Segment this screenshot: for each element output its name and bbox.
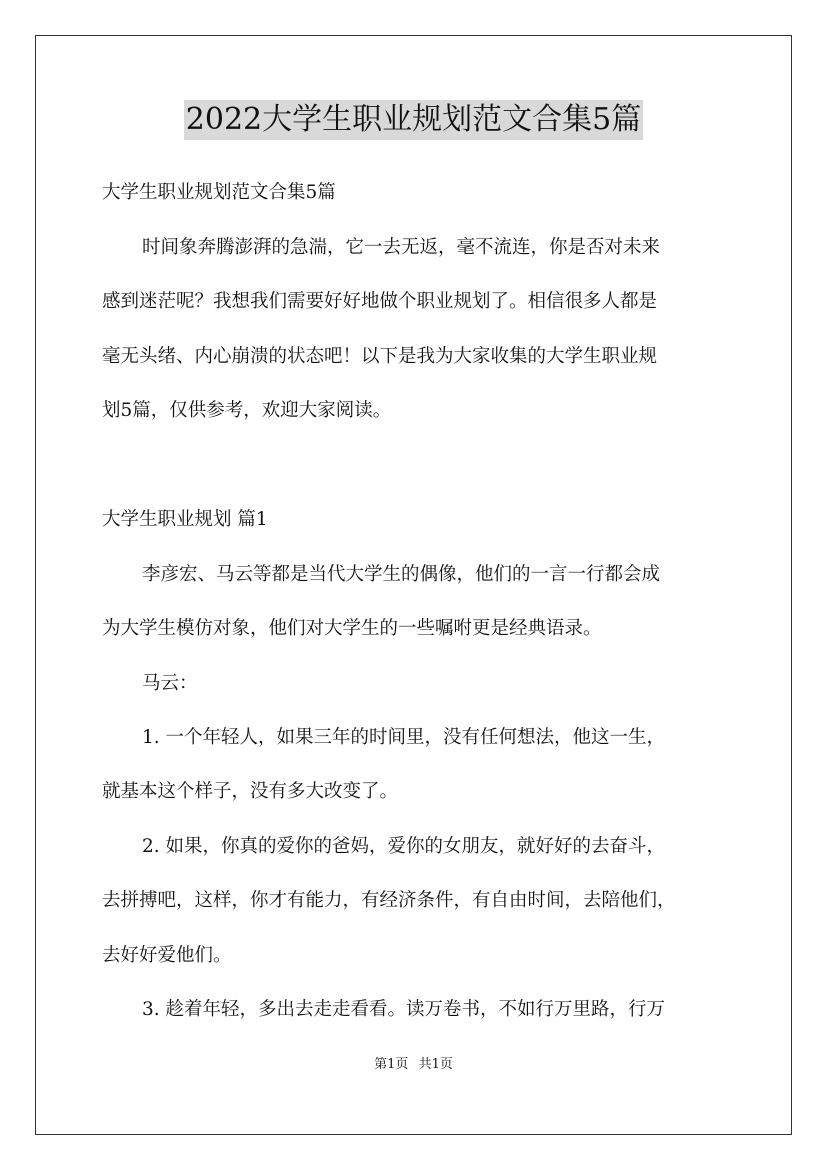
paragraph-line: 1. 一个年轻人，如果三年的时间里，没有任何想法，他这一生， — [142, 727, 666, 748]
paragraph-line: 去拼搏吧，这样，你才有能力，有经济条件，有自由时间，去陪他们， — [102, 890, 676, 911]
paragraph-line: 马云： — [142, 673, 198, 694]
page-number: 第1页 — [374, 1057, 409, 1072]
paragraph-line: 感到迷茫呢？我想我们需要好好地做个职业规划了。相信很多人都是 — [102, 291, 658, 312]
paragraph-line: 毫无头绪、内心崩溃的状态吧！以下是我为大家收集的大学生职业规 — [102, 346, 658, 367]
paragraph-line: 划5篇，仅供参考，欢迎大家阅读。 — [102, 400, 392, 421]
paragraph-line: 时间象奔腾澎湃的急湍，它一去无返，毫不流连，你是否对未来 — [142, 237, 661, 258]
paragraph-line: 去好好爱他们。 — [102, 945, 232, 966]
document-title: 2022大学生职业规划范文合集5篇 — [184, 100, 643, 140]
title-container — [0, 100, 827, 140]
section-heading: 大学生职业规划 篇1 — [102, 509, 268, 530]
paragraph-line: 李彦宏、马云等都是当代大学生的偶像，他们的一言一行都会成 — [142, 564, 661, 585]
paragraph-line: 2. 如果，你真的爱你的爸妈，爱你的女朋友，就好好的去奋斗， — [142, 836, 666, 857]
paragraph-line: 为大学生模仿对象，他们对大学生的一些嘱咐更是经典语录。 — [102, 618, 602, 639]
subtitle-line: 大学生职业规划范文合集5篇 — [102, 182, 336, 203]
paragraph-line: 3. 趁着年轻，多出去走走看看。读万卷书，不如行万里路，行万 — [142, 999, 666, 1020]
page-total: 共1页 — [418, 1057, 453, 1072]
page-footer — [0, 1057, 827, 1073]
paragraph-line: 就基本这个样子，没有多大改变了。 — [102, 781, 399, 802]
